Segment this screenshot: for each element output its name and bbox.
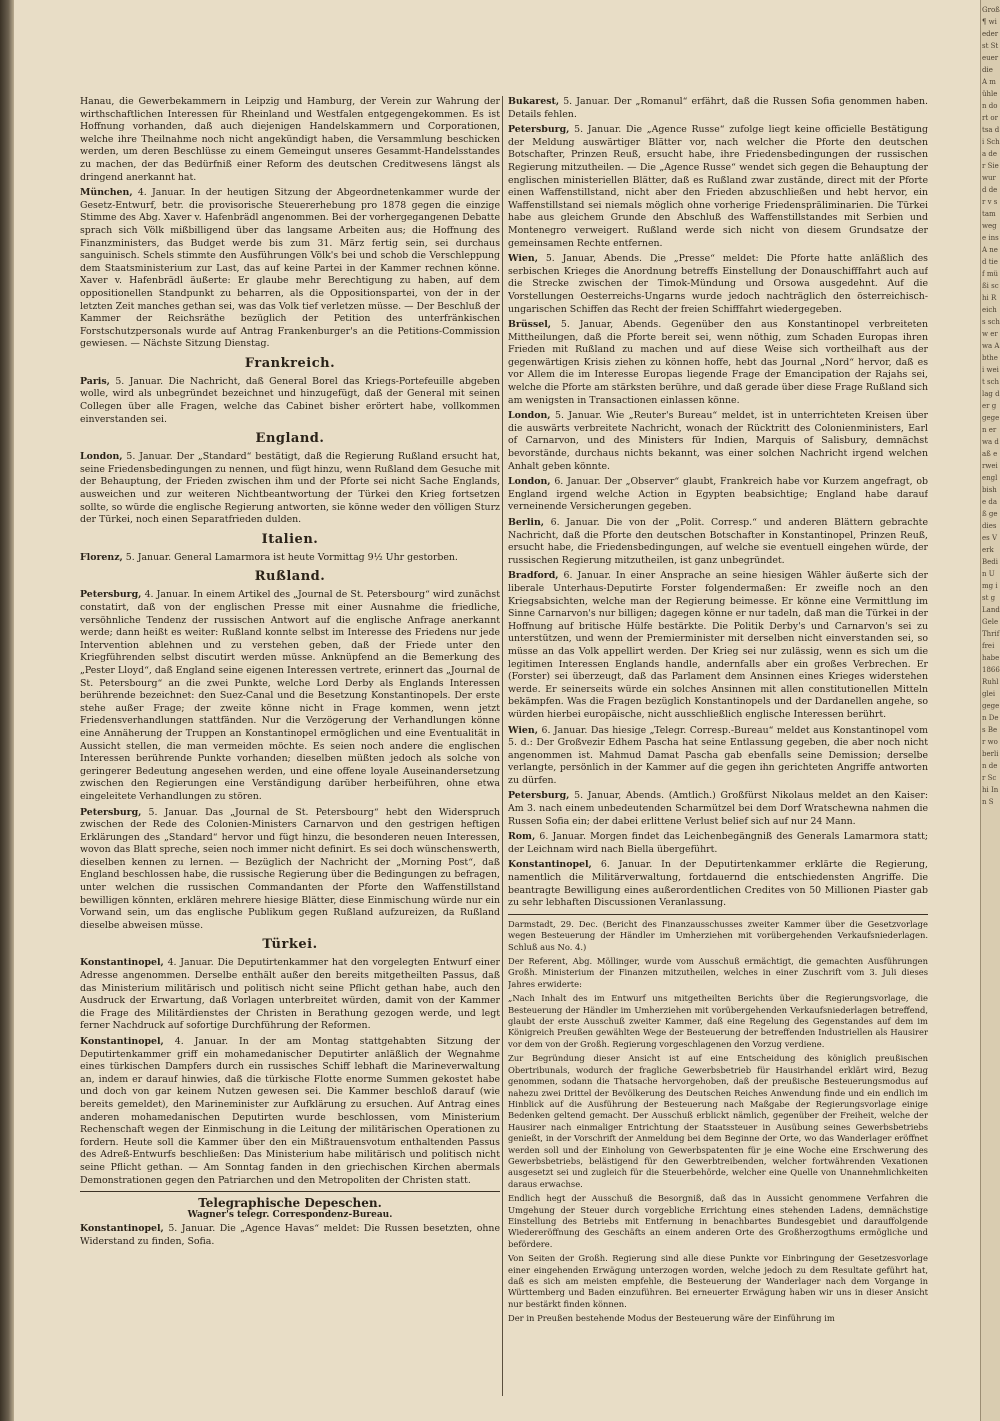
dateline-london: London, <box>508 410 551 422</box>
dateline-konstantinopel: Konstantinopel, <box>80 957 164 969</box>
adjacent-page-text: Groß ¶ wiederst Steuer die A mühlen dort ortsa di Scha der Sie wurd der v stam wege ins A ned tief müßi schi Reichs schw erwa Abthei weit schlag der g gegen erwa daß erwei engl bishe daß ge dieses Verk Bedin Umg ist g Land Gele Thrif frei habe 1866 Ruhl glei gegen Des Ber wo berlin der Schi Inn S <box>982 6 1000 806</box>
section-heading-frankreich: Frankreich. <box>244 355 336 371</box>
darmstadt-paragraph: Zur Begründung dieser Ansicht ist auf eine Entscheidung des königlich preußischen Obertribunals, wodurch der fragliche Gewerbsbetrieb für Hausirhandel erklärt wird, Bezug genommen, sodann die Thatsache hervorgehoben, daß der preußische Besteuerungsmodus auf nahezu zwei Drittel der Bevölkerung des Deutschen Reiches Anwendung finde und ein endlich im Hinblick auf die Ausführung der Besteuerung nach Maßgabe der Regierungsvorlage einige Bedenken geltend gemacht. Der Ausschuß erblickt nämlich, gegenüber der Freiheit, welche der Hausirer nach einmaliger Entrichtung der Staatssteuer in Ausübung seines Gewerbsbetriebs genießt, in der Vorschrift der Anmeldung bei dem Beginne der Orte, wo das Wanderlager eröffnet werden soll und der Einholung von Gewerbspatenten für je eine Woche eine Erschwerung des Gewerbsbetriebs, belästigend für den Gewerbtreibenden, welcher fortwährenden Vexationen ausgesetzt sei und zugleich für die Steuerbehörde, welcher eine Quelle von Unannehmlichkeiten daraus erwachse. <box>508 1053 928 1189</box>
dateline-bukarest: Bukarest, <box>508 96 560 107</box>
dateline-wien: Wien, <box>508 724 538 736</box>
darmstadt-paragraph: Der in Preußen bestehende Modus der Besteuerung wäre der Einführung im <box>508 1313 835 1324</box>
dateline-muenchen: München, <box>80 187 133 199</box>
article-petersburg-4: Petersburg, 5. Januar, Abends. (Amtlich.) Großfürst Nikolaus meldet an den Kaiser: Am 3. nach einem unbedeutenden Scharmützel bei dem Dorf Wratschewna nahmen die Russen Sofia ein; der dabei erlittene Verlust belief sich auf nur 24 Mann. <box>508 790 928 827</box>
section-heading-italien: Italien. <box>261 531 319 547</box>
dateline-bradford: Bradford, <box>508 570 559 582</box>
adjacent-page-edge <box>980 0 1000 1421</box>
dateline-petersburg: Petersburg, <box>80 806 142 818</box>
dateline-london: London, <box>508 476 551 488</box>
newspaper-page <box>80 96 970 1406</box>
column-rule <box>502 96 503 1396</box>
darmstadt-paragraph: „Nach Inhalt des im Entwurf uns mitgetheilten Berichts über die Regierungsvorlage, die Besteuerung der Händler im Umherziehen mit vorübergehenden Verkaufsniederlagen betreffend, glaubt der erste Ausschuß zweiter Kammer, daß eine Regelung des Gegenstandes auf dem im Königreich Preußen gewählten Wege der Besteuerung der betreffenden Industriellen als Hausirer vor dem von der Großh. Regierung vorgeschlagenen den Vorzug verdiene. <box>508 993 928 1049</box>
dateline-petersburg: Petersburg, <box>80 589 142 601</box>
article-petersburg-1: Petersburg, 4. Januar. In einem Artikel des „Journal de St. Petersbourg“ wird zunächst constatirt, daß von der englischen Presse mit einer Ausnahme die friedliche, versöhnliche Tendenz der russischen Antwort auf die englische Anfrage anerkannt werde; dann heißt es weiter: Rußland konnte selbst im Interesse des Friedens nur jede Intervention ablehnen und zu verstehen geben, daß der Friede unter den Kriegführenden selbst discutirt werden müsse. Anknüpfend an die Bemerkung des „Pester Lloyd“, daß England seine eigenen Interessen vertrete, erinnert das „Journal de St. Petersbourg“ an die zwei Punkte, welche Lord Derby als Englands Interessen berührende bezeichnet: den Suez-Canal und die Besetzung Konstantinopels. Der erste stehe außer Frage; der zweite könne nicht in Frage kommen, wenn jetzt Friedensverhandlungen stattfänden. Nur die Verzögerung der Verhandlungen könne eine Annäherung der Truppen an Konstantinopel ermöglichen und eine Eventualität in Aussicht stellen, die man vermeiden möchte. Es seien noch andere die englischen Interessen berührende Punkte vorhanden; dieselben müßten jedoch als solche von geringerer Bedeutung angesehen werden, und eine offene loyale Auseinandersetzung zwischen den Regierungen eine Verständigung darüber herbeiführen, ohne etwa eingeleitete Verhandlungen zu stören. <box>80 589 500 802</box>
section-heading-russland: Rußland. <box>254 569 326 585</box>
dateline-petersburg: Petersburg, <box>508 124 570 136</box>
dateline-rom: Rom, <box>508 831 536 843</box>
section-heading-england: England. <box>255 431 325 447</box>
article-petersburg-2: Petersburg, 5. Januar. Das „Journal de St. Petersbourg“ hebt den Widerspruch zwischen der Rede des Colonien-Ministers Carnarvon und den gestrigen heftigen Erklärungen des „Standard“ hervor und fügt hinzu, die besonderen neuen Interessen, wovon das Blatt spreche, seien noch immer nicht definirt. Es sei doch wünschenswerth, dieselben kennen zu lernen. — Bezüglich der Nachricht der „Morning Post“, daß England beschlossen habe, die russische Regierung über die Bedingungen zu befragen, unter welchen die russischen Commandanten der Pforte den Waffenstillstand bewilligen könnten, erklären mehrere hiesige Blätter, diese Einmischung würde nur ein Vorwand sein, um das englische Publikum gegen Rußland aufzureizen, da Rußland dieselbe abweisen müsse. <box>80 806 500 931</box>
dateline-konstantinopel: Konstantinopel, <box>508 859 592 871</box>
dateline-konstantinopel: Konstantinopel, <box>80 1036 164 1047</box>
telegrams-subheading: Wagner's telegr. Correspondenz-Bureau. <box>187 1210 393 1221</box>
article-muenchen: München, 4. Januar. In der heutigen Sitzung der Abgeordnetenkammer wurde der Gesetz-Entwurf, betr. die provisorische Steuererhebung pro 1878 gegen die einzige Stimme des Abg. Xaver v. Hafenbrädl angenommen. Bei der vorhergegangenen Debatte sprach sich Völk mißbilligend über das langsame Arbeiten aus; die Hoffnung des Finanzministers, das Budget werde bis zum 31. März fertig sein, sei durchaus sanguinisch. Schels stimmte den Ausführungen Völk's bei und schob die Verschleppung dem Staatsministerium zur Last, das auf keine Partei in der Kammer rechnen könne. Xaver v. Hafenbrädl äußerte: Er glaube mehr Berechtigung zu haben, auf dem oppositionellen Standpunkt zu beharren, als die Oppositionspartei, von der in der letzten Zeit manches gethan sei, was das Volk tief verletzen müsse. — Der Beschluß der Kammer der Reichsräthe bezüglich der Petition des unterfränkischen Forstschutzpersonals wurde auf Antrag Frankenburger's an die Petitions-Commission gewiesen. — Nächste Sitzung Dienstag. <box>80 187 500 350</box>
article-petersburg-3: Petersburg, 5. Januar. Die „Agence Russe“ zufolge liegt keine officielle Bestätigung der Meldung auswärtiger Blätter vor, nach welcher die Pforte den deutschen Botschafter, Prinzen Reuß, ersucht habe, ihre Friedensbedingungen der russischen Regierung mitzutheilen. — Die „Agence Russe“ wendet sich gegen die Behauptung der englischen ministeriellen Blätter, daß es Rußland zwar zustände, direct mit der Pforte einen Waffenstillstand, nicht aber den Frieden abzuschließen und hebt hervor, ein Waffenstillstand sei niemals möglich ohne vorherige Friedenspräliminarien. Die Türkei habe aus gleichem Grunde den Abschluß des Waffenstillstandes mit Serbien und Montenegro verweigert. Rußland werde sich nicht von diesem Grundsatze der gemeinsamen Rechte entfernen. <box>508 124 928 249</box>
article-london: London, 5. Januar. Der „Standard“ bestätigt, daß die Regierung Rußland ersucht hat, seine Friedensbedingungen zu nennen, und fügt hinzu, wenn Rußland dem Gesuche mit der Behauptung, der Frieden zwischen ihm und der Pforte sei nicht Sache Englands, ausweichen und zur weiteren Nichtbeantwortung der Türkei den Krieg fortsetzen sollte, so würde die englische Regierung antworten, sie könne weder den völligen Sturz der Türkei, noch einen Separatfrieden dulden. <box>80 451 500 526</box>
book-binding-edge <box>0 0 14 1421</box>
darmstadt-report <box>508 919 928 1325</box>
left-column <box>80 96 500 1406</box>
darmstadt-paragraph: Von Seiten der Großh. Regierung sind alle diese Punkte vor Einbringung der Gesetzesvorlage einer eingehenden Erwägung unterzogen worden, welche jedoch zu dem Resultate geführt hat, daß es sich am meisten empfehle, die Besteuerung der Wanderlager nach dem Vorgange in Württemberg und Baden einzuführen. Bei erneuerter Erwägung haben wir uns in dieser Ansicht nur bestärkt finden können. <box>508 1253 928 1309</box>
darmstadt-paragraph: Endlich hegt der Ausschuß die Besorgniß, daß das in Aussicht genommene Verfahren die Umgehung der Steuer durch vorgebliche Errichtung eines stehenden Ladens, demnächstige Einstellung des Betriebs mit Entfernung in benachbartes Bundesgebiet und darauffolgende Wiedereröffnung des Geschäfts an einem anderen Orte des Großherzogthums ermögliche und befördere. <box>508 1193 928 1249</box>
dateline-petersburg: Petersburg, <box>508 790 570 802</box>
article-konstantinopel-2: Konstantinopel, 4. Januar. In der am Montag stattgehabten Sitzung der Deputirtenkammer griff ein mohamedanischer Deputirter anläßlich der Wegnahme eines türkischen Dampfers durch ein russisches Schiff lebhaft die Marineverwaltung an, indem er darauf hinwies, daß die türkische Flotte enorme Summen gekostet habe und doch von gar keinem Nutzen gewesen sei. Die Kammer beschloß darauf (wie bereits gemeldet), den Marineminister zur Aufklärung zu ersuchen. Auf Antrag eines anderen mohamedanischen Deputirten wurde beschlossen, vom Ministerium Rechenschaft wegen der Einmischung in die Leitung der militärischen Operationen zu fordern. Heute soll die Kammer über den ein Mißtrauensvotum enthaltenden Passus des Adreß-Entwurfs beschließen: Das Ministerium habe militärisch und politisch nicht seine Pflicht gethan. — Am Sonntag fanden in den griechischen Kirchen abermals Demonstrationen gegen den Patriarchen und den Metropoliten der Christen statt. <box>80 1036 500 1186</box>
article-florenz: Florenz, 5. Januar. General Lamarmora ist heute Vormittag 9½ Uhr gestorben. <box>80 551 458 563</box>
dateline-london: London, <box>80 451 123 463</box>
right-column <box>508 96 928 1406</box>
article-konstantinopel-1: Konstantinopel, 4. Januar. Die Deputirtenkammer hat den vorgelegten Entwurf einer Adresse angenommen. Derselbe enthält außer den bereits mitgetheilten Passus, daß das Ministerium militärisch und politisch nicht seine Pflicht gethan habe, auch den Ausdruck der Erwartung, daß Vorlagen unterbreitet würden, damit von der Kammer die Frage des Militärdienstes der Christen in Berathung gezogen werde, und legt ferner Nachdruck auf sofortige Durchführung der Reformen. <box>80 957 500 1032</box>
dateline-konstantinopel: Konstantinopel, <box>80 1223 164 1235</box>
darmstadt-intro: Darmstadt, 29. Dec. (Bericht des Finanzausschusses zweiter Kammer über die Gesetzvorlage wegen Besteuerung der Händler im Umherziehen mit vorübergehenden Verkaufsniederlagen. Schluß aus No. 4.) <box>508 918 928 952</box>
dateline-paris: Paris, <box>80 375 110 387</box>
divider <box>508 914 928 915</box>
article-bukarest: Bukarest, 5. Januar. Der „Romanul“ erfährt, daß die Russen Sofia genommen haben. Details fehlen. <box>508 96 928 120</box>
article-bradford: Bradford, 6. Januar. In einer Ansprache an seine hiesigen Wähler äußerte sich der liberale Unterhaus-Deputirte Forster folgendermaßen: Er zweifle noch an den Kriegsabsichten, welche man der Regierung beimesse. Er könne eine Vermittlung im Sinne Carnarvon's nur billigen; dagegen könne er nur tadeln, daß man die Türkei in der Hoffnung auf britische Hülfe bestärkte. Die Politik Derby's und Carnarvon's sei zu unterstützen, und wenn der Premierminister mit derselben nicht einverstanden sei, so müsse an das Volk appellirt werden. Der Krieg sei nur zulässig, wenn es sich um die legitimen Interessen Englands handle, andernfalls aber ein großes Verbrechen. Er (Forster) sei überzeugt, daß das Parlament dem Ansinnen eines Krieges widerstehen werde. Er seinerseits würde ein solches Ansinnen mit allen constitutionellen Mitteln bekämpfen. Was die Fragen bezüglich Konstantinopels und der Dardanellen angehe, so würden hierbei europäische, nicht ausschließlich englische Interessen berührt. <box>508 570 928 720</box>
article-konstantinopel-4: Konstantinopel, 6. Januar. In der Deputirtenkammer erklärte die Regierung, namentlich die Militärverwaltung, fortdauernd die entschiedensten Angriffe. Die beantragte Bewilligung eines außerordentlichen Credites von 50 Millionen Piaster gab zu sehr lebhaften Discussionen Veranlassung. <box>508 859 928 909</box>
article-konstantinopel-3: Konstantinopel, 5. Januar. Die „Agence Havas“ meldet: Die Russen besetzten, ohne Widerstand zu finden, Sofia. <box>80 1223 500 1247</box>
dateline-berlin: Berlin, <box>508 517 545 528</box>
darmstadt-paragraph: Der Referent, Abg. Möllinger, wurde vom Ausschuß ermächtigt, die gemachten Ausführungen Großh. Ministerium der Finanzen mitzutheilen, welches in einer Zuschrift vom 3. Juli dieses Jahres erwiderte: <box>508 956 928 989</box>
article-bruessel: Brüssel, 5. Januar, Abends. Gegenüber den aus Konstantinopel verbreiteten Mittheilungen, daß die Pforte bereit sei, wenn nöthig, zum Schaden Europas ihren Frieden mit Rußland zu machen und auf diese Weise sich vortheilhaft aus der gegenwärtigen Krisis ziehen zu können hoffe, hebt das Journal „Nord“ hervor, daß es vor Allem die im Interesse Europas liegende Frage der Emancipation der Rajahs sei, welche die Pforte am stärksten berühre, und daß gerade über diese Frage Rußland sich am wenigsten in Transactionen einlassen könne. <box>508 319 928 406</box>
dateline-wien: Wien, <box>508 253 538 265</box>
article-wien-1: Wien, 5. Januar, Abends. Die „Presse“ meldet: Die Pforte hatte anläßlich des serbischen Krieges die Anordnung betreffs Einstellung der Donauschifffahrt auch auf die Strecke zwischen der Timok-Mündung und Orsowa ausgedehnt. Auf die Vorstellungen Oesterreichs-Ungarns wurde jedoch nachträglich den österreichisch-ungarischen Schiffen das Recht der freien Schifffahrt wiedergegeben. <box>508 253 928 315</box>
article-intro: Hanau, die Gewerbekammern in Leipzig und Hamburg, der Verein zur Wahrung der wirthschaftlichen Interessen für Rheinland und Westfalen entgegengekommen. Es ist Hoffnung vorhanden, daß auch diejenigen Handelskammern und Corporationen, welche ihre Theilnahme noch nicht angekündigt haben, die Versammlung beschicken werden, um deren Beschlüsse zu einem Gemeingut unseres Gesammt-Handelsstandes zu machen, der das Bedürfniß einer Reform des deutschen Creditwesens längst als dringend anerkannt hat. <box>80 96 500 183</box>
telegrams-heading: Telegraphische Depeschen. <box>198 1196 382 1211</box>
section-heading-tuerkei: Türkei. <box>262 937 318 953</box>
divider <box>80 1191 500 1192</box>
article-paris: Paris, 5. Januar. Die Nachricht, daß General Borel das Kriegs-Portefeuille abgeben wolle, wird als unbegründet bezeichnet und hinzugefügt, daß der General mit seinen Collegen über alle Fragen, welche das Cabinet bisher erörtert habe, vollkommen einverstanden sei. <box>80 375 500 425</box>
dateline-bruessel: Brüssel, <box>508 319 552 331</box>
dateline-florenz: Florenz, <box>80 551 123 563</box>
article-berlin: Berlin, 6. Januar. Die von der „Polit. Corresp.“ und anderen Blättern gebrachte Nachricht, daß die Pforte den deutschen Botschafter in Konstantinopel, Prinzen Reuß, ersucht habe, die Friedensbedingungen, auf welche sie eventuell eingehen würde, der russischen Regierung mitzutheilen, ist ganz unbegründet. <box>508 517 928 566</box>
article-wien-2: Wien, 6. Januar. Das hiesige „Telegr. Corresp.-Bureau“ meldet aus Konstantinopel vom 5. d.: Der Großvezir Edhem Pascha hat seine Entlassung gegeben, die aber noch nicht angenommen ist. Mahmud Damat Pascha gab ebenfalls seine Demission; derselbe verlangte, persönlich in der Kammer auf die gegen ihn gerichteten Angriffe antworten zu dürfen. <box>508 724 928 786</box>
article-rom: Rom, 6. Januar. Morgen findet das Leichenbegängniß des Generals Lamarmora statt; der Leichnam wird nach Biella übergeführt. <box>508 831 928 855</box>
article-london-3: London, 6. Januar. Der „Observer“ glaubt, Frankreich habe vor Kurzem angefragt, ob England irgend welche Action in Egypten beabsichtige; England habe darauf verneinende Versicherungen gegeben. <box>508 476 928 513</box>
article-london-2: London, 5. Januar. Wie „Reuter's Bureau“ meldet, ist in unterrichteten Kreisen über die auswärts verbreitete Nachricht, wonach der Rücktritt des Colonienministers, Earl of Carnarvon, und des Ministers für Indien, Marquis of Salisbury, demnächst bevorstände, durchaus nichts bekannt, was einer solchen Nachricht irgend welchen Anhalt geben könnte. <box>508 410 928 472</box>
